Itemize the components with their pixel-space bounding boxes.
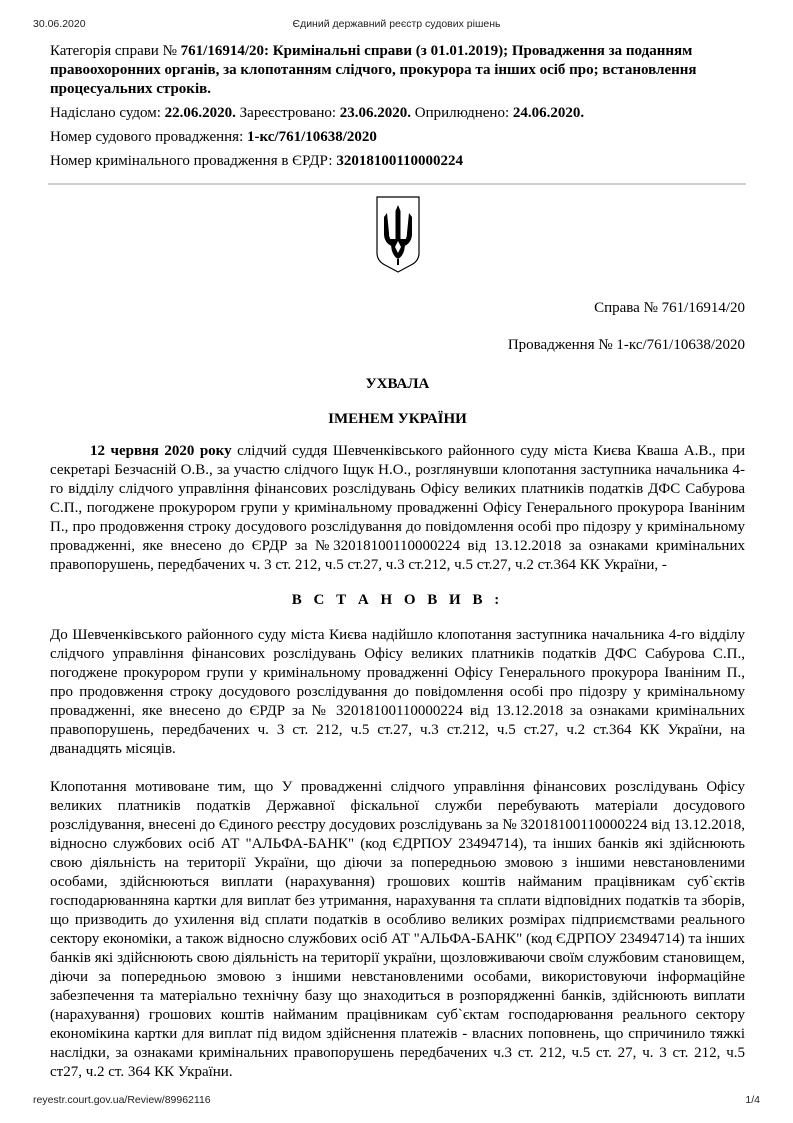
page-number: 1/4 [745,1094,760,1106]
print-date: 30.06.2020 [33,18,86,30]
case-meta [50,42,745,171]
court-proceeding-number: Номер судового провадження: 1-кс/761/10638/2020 [50,129,377,145]
case-category: Категорія справи № 761/16914/20: Кримінальні справи (з 01.01.2019); Провадження за поданням правоохоронних органів, за клопотанням слідчого, прокурора та інших осіб про; встановлення процесуальних строків. [50,43,697,97]
sent-date: 22.06.2020. [164,105,236,121]
document-subtitle: ІМЕНЕМ УКРАЇНИ [328,411,467,427]
case-category-value: 761/16914/20: Кримінальні справи (з 01.01.2019); Провадження за поданням правоохоронних органів, за клопотанням слідчого, прокурора та інших осіб про; встановлення процесуальних строків. [50,43,697,97]
registered-date: 23.06.2020. [339,105,412,121]
proceeding-number: Провадження № 1-кс/761/10638/2020 [507,337,745,353]
case-number: Справа № 761/16914/20 [594,300,745,316]
body-paragraph: До Шевченківського районного суду міста Києва надійшло клопотання заступника начальника 4-го відділу слідчого управління фінансових розслідувань Офісу великих платників податків ДФС Сабурова С.П., погоджене прокурором групи у кримінальному провадженні Офісу Генерального прокурора Іваніним П., про продовження строку досудового розслідування до повідомлення особі про підозру у кримінальному провадженні, яке внесено до ЄРДР за № 32018100110000224 від 13.12.2018 за ознаками кримінальних правопорушень, передбачених ч. 3 ст. 212, ч.5 ст.27, ч.3 ст.212, ч.5 ст.27, ч.2 ст.364 КК України, на дванадцять місяців. [50,627,745,757]
published-date: 24.06.2020. [512,105,585,121]
document [50,42,745,1082]
erdr-number: Номер кримінального провадження в ЄРДР: 32018100110000224 [50,153,464,169]
section-heading: В С Т А Н О В И В : [291,592,504,608]
print-header [0,14,793,32]
ukraine-coat-of-arms-icon [375,195,421,275]
intro-date: 12 червня 2020 року [90,443,232,459]
document-title: УХВАЛА [365,376,430,392]
body-paragraph: Клопотання мотивоване тим, що У провадженні слідчого управління фінансових розслідувань Офісу великих платників податків Державної фіскальної служби перебувають матеріали досудового розслідування, внесені до Єдиного реєстру досудових розслідувань за № 32018100110000224 від 13.12.2018, відносно службових осіб АТ "АЛЬФА-БАНК" (код ЄДРПОУ 23494714), та інших банків які здійснюють свою діяльність на території України, що діючи за попередньою змовою з іншими невстановленими особами, здійснюються виплати (нарахування) грошових коштів найманим працівникам суб`єктів господарюванняна картки для виплат без утримання, нарахування та сплати відповідних податків та зборів, що призводить до ухилення від сплати податків в особливо великих розмірах підприємствами реального сектору економіки, а також відносно службових осіб АТ "АЛЬФА-БАНК" (код ЄДРПОУ 23494714) та інших банків які здійснюють свою діяльність на території україни, щозловживаючи своїм службовим становищем, діючи за попередньою змовою з іншими невстановленими особами, використовуючи інформаційне забезпечення та матеріально технічну базу що знаходиться в розпорядженні банків, здійснюють виплати (нарахування) грошових коштів найманим працівникам суб`єктам господарювання реального сектору економікина картки для виплат під видом здійснення платежів - власних поповнень, що спричинило тяжкі наслідки, за ознаками кримінальних правопорушень передбачених ч.3 ст. 212, ч.5 ст. 27, ч. 3 ст. 212, ч.5 ст27, ч.2 ст. 364 КК України. [50,779,746,1080]
print-site-title: Єдиний державний реєстр судових рішень [292,18,501,30]
case-dates: Надіслано судом: 22.06.2020. Зареєстровано: 23.06.2020. Оприлюднено: 24.06.2020. [50,105,585,121]
intro-paragraph: 12 червня 2020 року слідчий суддя Шевченківського районного суду міста Києва Кваша А.В., при секретарі Безчасній О.В., за участю слідчого Іщук Н.О., розглянувши клопотання заступника начальника 4-го відділу слідчого управління фінансових розслідувань Офісу великих платників податків ДФС Сабурова С.П., погоджене прокурором групи у кримінальному провадженні Офісу Генерального прокурора Іваніним П., про продовження строку досудового розслідування до повідомлення особі про підозру у кримінальному провадженні, яке внесено до ЄРДР за №32018100110000224 від 13.12.2018 за ознаками кримінальних правопорушень, передбачених ч. 3 ст. 212, ч.5 ст.27, ч.3 ст.212, ч.5 ст.27, ч.2 ст.364 КК України, - [50,443,746,573]
divider [48,183,746,185]
print-url: reyestr.court.gov.ua/Review/89962116 [33,1094,211,1106]
